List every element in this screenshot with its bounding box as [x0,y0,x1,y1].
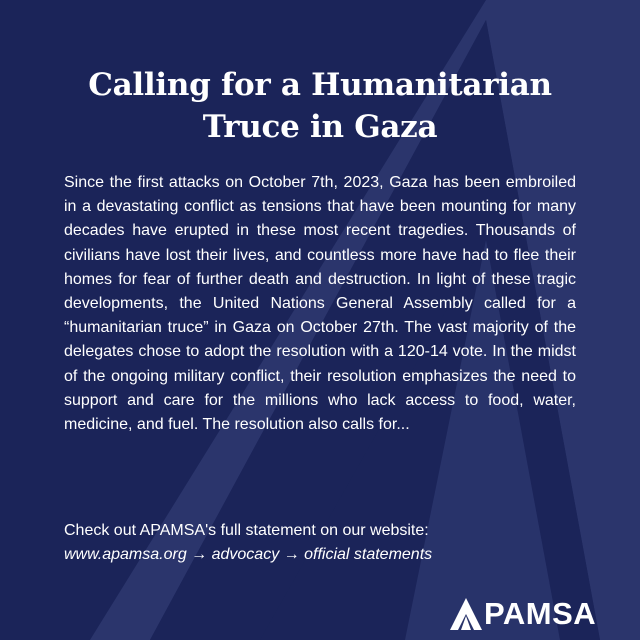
logo-wordmark: PAMSA [484,596,597,631]
cta-link[interactable]: www.apamsa.org → advocacy → official statements [64,546,433,563]
post-title-line-1: Calling for a Humanitarian [88,67,552,103]
post-body-text: Since the first attacks on October 7th, 2023, Gaza has been embroiled in a devastating conflict as tensions that have been mounting for many decades have erupted in these most recent tragedies. Thousands of civilians have lost their lives, and countless more have had to flee their homes for fear of further death and destruction. In light of these tragic developments, the United Nations General Assembly called for a “humanitarian truce” in Gaza on October 27th. The vast majority of the delegates chose to adopt the resolution with a 120-14 vote. In the midst of the ongoing military conflict, their resolution emphasizes the need to support and care for the millions who lack access to food, water, medicine, and fuel. The resolution also calls for... [64,174,576,434]
call-to-action [64,519,594,567]
cta-text: Check out APAMSA's full statement on our website: [64,522,429,539]
apamsa-logo [448,596,624,632]
post-title [40,64,600,148]
post-title-line-2: Truce in Gaza [202,109,438,145]
apamsa-a-mark-icon [448,596,484,632]
